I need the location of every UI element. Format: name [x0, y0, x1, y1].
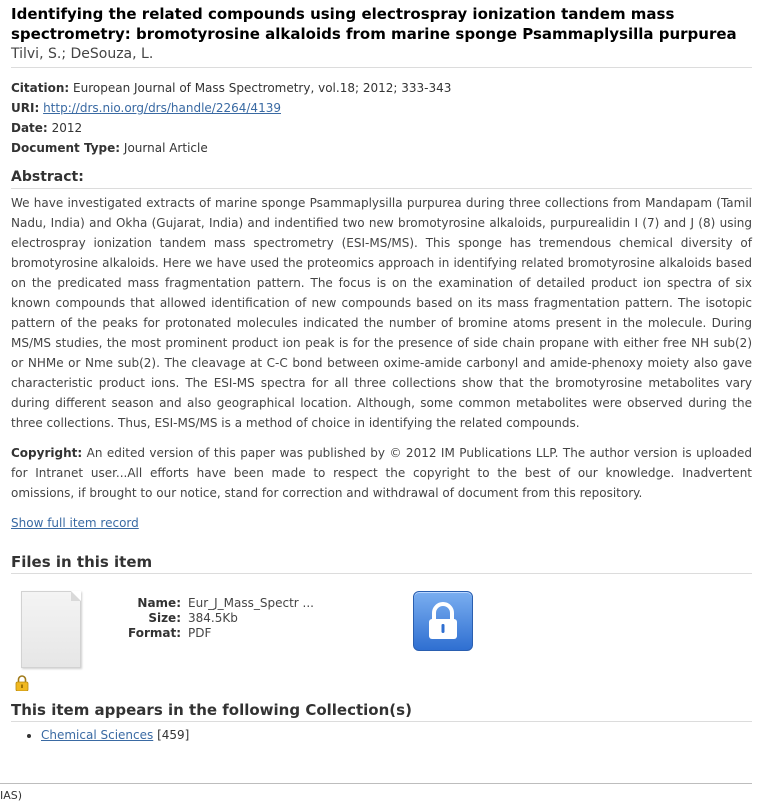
collections-list	[11, 727, 752, 743]
lock-icon	[15, 675, 29, 691]
abstract-text: We have investigated extracts of marine sponge Psammaplysilla purpurea during three collections from Mandapam (Tamil Nadu, India) and Okha (Gujarat, India) and indentified two new bromotyrosine alkaloids, purpurealidin I (7) and J (8) using electrospray ionization tandem mass spectrometry (ESI-MS/MS). This sponge has tremendous chemical diversity of bromotyrosine alkaloids. Here we have used the proteomics approach in identifying related bromotyrosine alkaloids based on the predicated mass fragmentation pattern. The focus is on the examination of detailed product ion spectra of six known compounds that allowed identification of new compounds based on its mass fragmentation pattern. The isotopic pattern of the peaks for protonated molecules indicated the number of bromine atoms present in the molecule. During MS/MS studies, the most prominent product ion peak is for the presence of side chain propane with either free NH sub(2) or NHMe or Nme sub(2). The cleavage at C-C bond between oxime-amide carbonyl and amide-phenoxy moiety also gave characteristic product ions. The ESI-MS spectra for all three collections show that the bromotyrosine metabolites vary during different season and also geographical location. Although, some common metabolites were observed during the three collections. Thus, ESI-MS/MS is a method of choice in identifying the related compounds.	[11, 196, 752, 430]
abstract-heading: Abstract:	[11, 167, 752, 189]
doctype-value: Journal Article	[123, 141, 208, 155]
file-size-value: 384.5Kb	[188, 611, 238, 625]
item-title: Identifying the related compounds using electrospray ionization tandem mass spectrometry: bromotyrosine alkaloids from marine sponge Psammaplysilla purpurea	[11, 5, 737, 43]
file-format-label: Format:	[127, 626, 181, 640]
footer-text: IAS)	[0, 789, 23, 802]
metadata-block	[11, 78, 752, 158]
uri-link[interactable]: http://drs.nio.org/drs/handle/2264/4139	[43, 101, 281, 115]
file-format-row	[111, 626, 314, 641]
copyright-label: Copyright:	[11, 446, 83, 460]
file-name-label: Name:	[137, 596, 181, 610]
document-thumbnail-icon[interactable]	[21, 591, 81, 668]
item-view	[11, 4, 752, 743]
citation-row	[11, 78, 752, 98]
date-row	[11, 118, 752, 138]
citation-label: Citation:	[11, 81, 70, 95]
copyright-block	[11, 443, 752, 503]
date-value: 2012	[51, 121, 83, 135]
collections-heading: This item appears in the following Collection(s)	[11, 700, 752, 722]
uri-row	[11, 98, 752, 118]
file-info	[111, 596, 314, 641]
files-heading: Files in this item	[11, 552, 752, 574]
file-name-row	[111, 596, 314, 611]
padlock-glyph-icon	[414, 592, 472, 650]
doctype-row	[11, 138, 752, 158]
file-entry	[11, 580, 752, 700]
file-size-row	[111, 611, 314, 626]
file-size-label: Size:	[148, 611, 181, 625]
doctype-label: Document Type:	[11, 141, 121, 155]
list-item	[41, 727, 752, 743]
file-name-value[interactable]: Eur_J_Mass_Spectr ...	[188, 596, 314, 610]
citation-value: European Journal of Mass Spectrometry, vol.18; 2012; 333-343	[73, 81, 452, 95]
show-full-record-link[interactable]: Show full item record	[11, 516, 139, 530]
item-authors: Tilvi, S.; DeSouza, L.	[11, 44, 752, 68]
uri-label: URI:	[11, 101, 40, 115]
padlock-icon[interactable]	[413, 591, 473, 651]
copyright-text: An edited version of this paper was published by © 2012 IM Publications LLP. The author version is uploaded for Intranet user...All efforts have been made to respect the copyright to the best of our knowledge. Inadvertent omissions, if brought to our notice, stand for correction and withdrawal of document from this repository.	[11, 446, 752, 500]
date-label: Date:	[11, 121, 48, 135]
collection-count: [459]	[157, 728, 190, 742]
collection-link[interactable]: Chemical Sciences	[41, 728, 154, 742]
footer-divider	[0, 783, 752, 784]
file-format-value: PDF	[188, 626, 212, 640]
